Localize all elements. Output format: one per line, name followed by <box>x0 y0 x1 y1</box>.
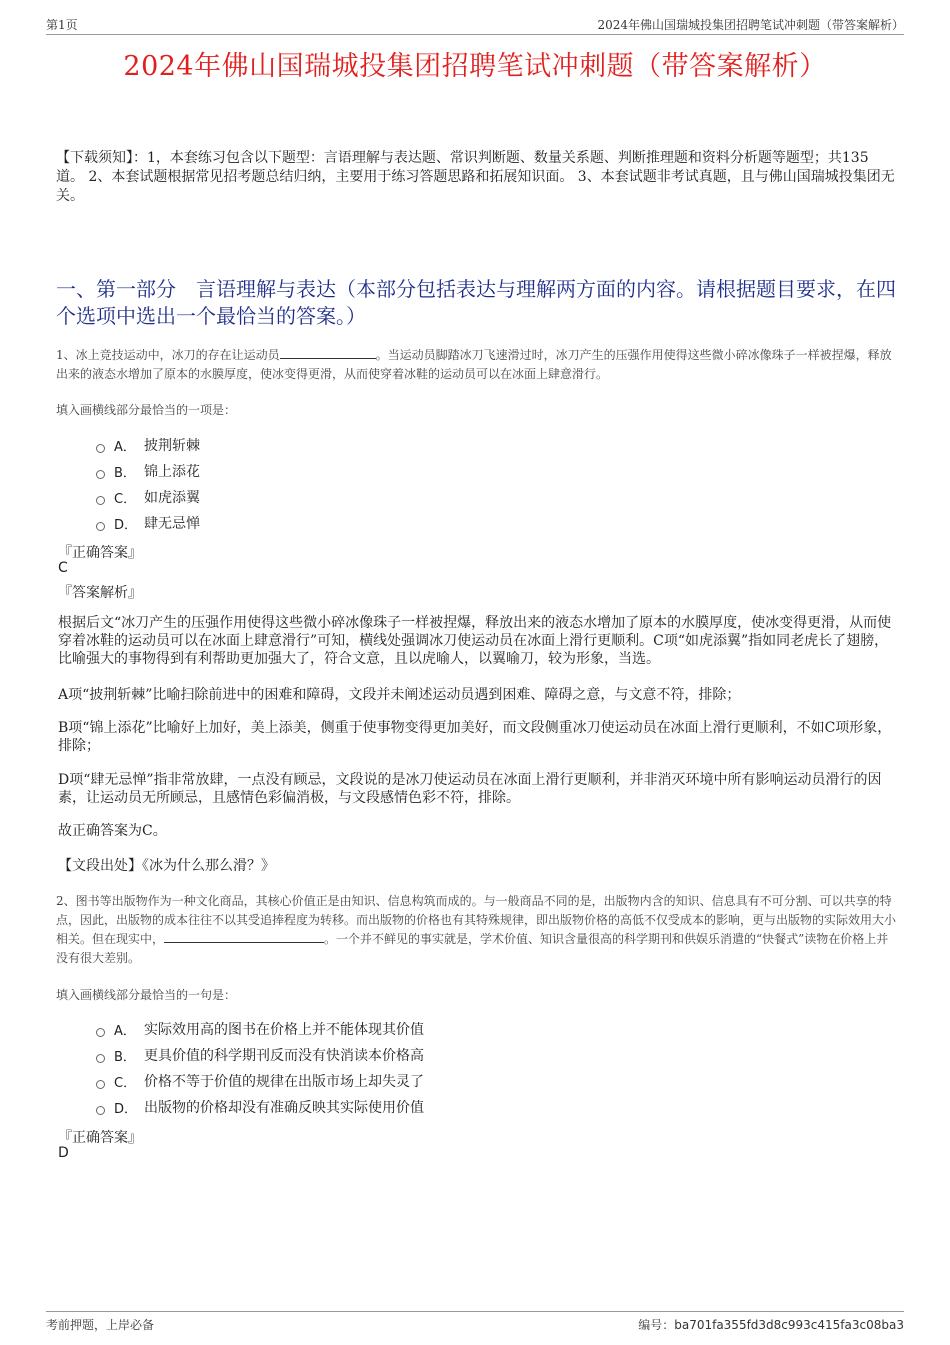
footer-slogan: 考前押题，上岸必备 <box>46 1318 155 1332</box>
option-d[interactable] <box>96 1094 424 1120</box>
radio-icon[interactable] <box>96 470 105 479</box>
option-letter: B． <box>114 465 136 481</box>
correct-answer: D <box>58 1145 69 1161</box>
analysis-paragraph: D项“肆无忌惮”指非常放肆，一点没有顾忌，文段说的是冰刀使运动员在冰面上滑行更顺利，并非消灭环境中所有影响运动员滑行的因素，让运动员无所顾忌，且感情色彩偏消极，与文段感情色彩不符，排除。 <box>58 772 882 806</box>
option-letter: D． <box>114 1101 138 1117</box>
option-d[interactable] <box>96 510 200 536</box>
analysis-paragraph: A项“披荆斩棘”比喻扫除前进中的困难和障碍，文段并未阐述运动员遇到困难、障碍之意，与文意不符，排除； <box>58 687 741 703</box>
correct-answer: C <box>58 560 68 576</box>
document-code <box>638 1316 904 1333</box>
page-header <box>46 16 904 35</box>
option-c[interactable] <box>96 1068 424 1094</box>
document-title: 2024年佛山国瑞城投集团招聘笔试冲刺题（带答案解析） <box>123 51 827 82</box>
code-label: 编号： <box>638 1318 675 1332</box>
radio-icon[interactable] <box>96 1106 105 1115</box>
answer-blank <box>280 346 376 359</box>
answer-blank <box>164 930 324 943</box>
question-1-stem-end: 。当运动员脚踏冰刀飞速滑过时，冰刀产生的压强作用使得这些微小碎冰像珠子一样被捏爆，释放出来的液态水增加了原本的水膜厚度，使冰变得更滑，从而使穿着冰鞋的运动员可以在冰面上肆意滑行。 <box>56 348 892 381</box>
option-text: 出版物的价格却没有准确反映其实际使用价值 <box>144 1100 424 1116</box>
question-1-prompt: 填入画横线部分最恰当的一项是： <box>56 403 237 417</box>
download-notice: 【下载须知】：1，本套练习包含以下题型：言语理解与表达题、常识判断题、数量关系题、判断推理题和资料分析题等题型；共135道。 2、本套试题根据常见招考题总结归纳，主要用于练习答题思路和拓展知识面。 3、本套试题非考试真题，且与佛山国瑞城投集团无关。 <box>56 150 895 204</box>
question-2-prompt: 填入画横线部分最恰当的一句是： <box>56 988 237 1002</box>
option-text: 肆无忌惮 <box>144 516 200 532</box>
question-2-stem-start: 2、图书等出版物作为一种文化商品，其核心价值正是由知识、信息构筑而成的。与一般商品不同的是，出版物内含的知识、信息具有不可分割、可以共享的特点，因此，出版物的成本往往不以其受追捧程度为转移。而出版物的价格也有其特殊规律，即出版物价格的高低不仅受成本的影响，更与出版物的实际效用大小相关。但在现实中， <box>56 894 897 946</box>
option-letter: B． <box>114 1049 136 1065</box>
option-c[interactable] <box>96 484 200 510</box>
answer-label: 『正确答案』 <box>58 545 142 561</box>
page-number: 第1页 <box>46 18 78 32</box>
option-text: 实际效用高的图书在价格上并不能体现其价值 <box>144 1022 424 1038</box>
question-2-stem <box>56 892 896 968</box>
radio-icon[interactable] <box>96 522 105 531</box>
option-text: 锦上添花 <box>144 464 200 480</box>
option-text: 如虎添翼 <box>144 490 200 506</box>
option-b[interactable] <box>96 458 200 484</box>
answer-label: 『正确答案』 <box>58 1130 142 1146</box>
question-1-stem-start: 1、冰上竞技运动中，冰刀的存在让运动员 <box>56 348 280 362</box>
text-source: 【文段出处】《冰为什么那么滑？》 <box>58 858 275 874</box>
option-letter: A． <box>114 439 136 455</box>
analysis-label: 『答案解析』 <box>58 585 142 601</box>
question-1-stem <box>56 346 896 384</box>
analysis-paragraph: 根据后文“冰刀产生的压强作用使得这些微小碎冰像珠子一样被捏爆，释放出来的液态水增加了原本的水膜厚度，使冰变得更滑，从而使穿着冰鞋的运动员可以在冰面上肆意滑行”可知，横线处强调冰刀使运动员在冰面上滑行更顺利。C项“如虎添翼”指如同老虎长了翅膀，比喻强大的事物得到有利帮助更加强大了，符合文意，且以虎喻人，以翼喻刀，较为形象，当选。 <box>58 615 892 667</box>
option-letter: C． <box>114 1075 137 1091</box>
code-value: ba701fa355fd3d8c993c415fa3c08ba3 <box>674 1318 904 1332</box>
option-letter: C． <box>114 491 137 507</box>
page-footer <box>46 1311 904 1334</box>
radio-icon[interactable] <box>96 1080 105 1089</box>
question-2-options <box>96 1016 424 1120</box>
radio-icon[interactable] <box>96 496 105 505</box>
analysis-conclusion: 故正确答案为C。 <box>58 823 167 839</box>
option-a[interactable] <box>96 1016 424 1042</box>
radio-icon[interactable] <box>96 1054 105 1063</box>
option-text: 价格不等于价值的规律在出版市场上却失灵了 <box>144 1074 424 1090</box>
option-letter: A． <box>114 1023 136 1039</box>
question-2-stem-end: 。一个并不鲜见的事实就是，学术价值、知识含量很高的科学期刊和供娱乐消遣的“快餐式”读物在价格上并没有很大差别。 <box>56 932 889 965</box>
option-text: 披荆斩棘 <box>144 438 200 454</box>
option-letter: D． <box>114 517 138 533</box>
header-doc-title: 2024年佛山国瑞城投集团招聘笔试冲刺题（带答案解析） <box>597 18 904 32</box>
question-1-options <box>96 432 200 536</box>
analysis-paragraph: B项“锦上添花”比喻好上加好，美上添美，侧重于使事物变得更加美好，而文段侧重冰刀使运动员在冰面上滑行更顺利，不如C项形象，排除； <box>58 720 892 754</box>
option-text: 更具价值的科学期刊反而没有快消读本价格高 <box>144 1048 424 1064</box>
radio-icon[interactable] <box>96 444 105 453</box>
option-a[interactable] <box>96 432 200 458</box>
section-heading: 一、第一部分 言语理解与表达（本部分包括表达与理解两方面的内容。请根据题目要求，在四个选项中选出一个最恰当的答案。） <box>56 277 896 328</box>
radio-icon[interactable] <box>96 1028 105 1037</box>
option-b[interactable] <box>96 1042 424 1068</box>
